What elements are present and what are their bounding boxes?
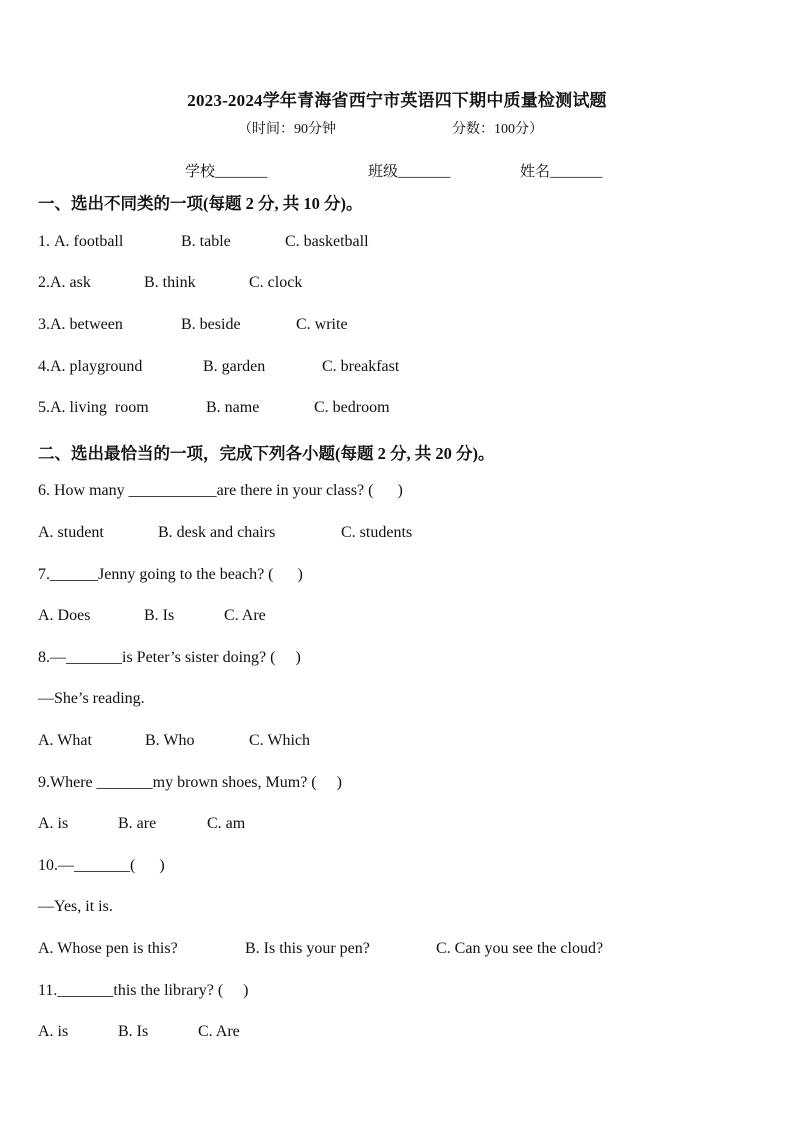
option-b: B. Is this your pen? [245,940,370,957]
option-c: C. basketball [285,233,369,250]
section-heading-1: 一、选出不同类的一项(每题 2 分, 共 10 分)。 [38,194,363,213]
option-b: B. desk and chairs [158,524,276,541]
option-a: A. football [54,233,124,250]
question-5 [38,399,390,417]
option-b: B. name [206,399,260,416]
option-c: C. write [296,316,348,333]
question-10-options [38,940,604,958]
question-number: 1. [38,233,54,250]
question-8-stem: 8.—_______is Peter’s sister doing? ( ) [38,649,301,666]
option-a: A. Whose pen is this? [38,940,178,957]
option-a: A. What [38,732,92,749]
question-7-stem: 7.______Jenny going to the beach? ( ) [38,566,303,583]
option-c: C. Are [224,607,266,624]
question-6-stem: 6. How many ___________are there in your class? ( ) [38,482,403,499]
name-field: 姓名_______ [520,164,603,180]
question-number: 5. [38,399,50,416]
section-heading-2: 二、选出最恰当的一项，完成下列各小题(每题 2 分, 共 20 分)。 [38,444,495,463]
question-9-options [38,815,246,833]
option-b: B. Is [118,1023,149,1040]
option-c: C. Which [249,732,311,749]
question-8-reply: —She’s reading. [38,690,145,707]
option-a: A. living room [50,399,149,416]
option-b: B. are [118,815,157,832]
class-field: 班级_______ [368,164,451,180]
question-7-options [38,607,266,625]
question-10-reply: —Yes, it is. [38,898,113,915]
option-c: C. Are [198,1023,240,1040]
option-a: A. is [38,1023,69,1040]
question-8-options [38,732,311,750]
option-c: C. am [207,815,246,832]
option-c: C. Can you see the cloud? [436,940,604,957]
question-10-stem: 10.—_______( ) [38,857,165,874]
option-b: B. garden [203,358,266,375]
question-11-stem: 11._______this the library? ( ) [38,982,249,999]
option-b: B. think [144,274,196,291]
option-b: B. table [181,233,231,250]
option-a: A. playground [50,358,143,375]
time-limit: （时间：90分钟 [238,122,336,137]
question-number: 3. [38,316,50,333]
question-number: 2. [38,274,50,291]
question-2 [38,274,303,292]
option-b: B. Who [145,732,195,749]
option-c: C. breakfast [322,358,400,375]
school-field: 学校_______ [185,164,268,180]
option-c: C. students [341,524,413,541]
question-6-options [38,524,413,542]
question-11-options [38,1023,240,1041]
question-1 [38,233,369,251]
total-score: 分数：100分） [452,122,543,137]
page-title: 2023-2024学年青海省西宁市英语四下期中质量检测试题 [187,91,607,110]
option-a: A. student [38,524,104,541]
option-c: C. clock [249,274,303,291]
option-a: A. between [50,316,123,333]
option-a: A. ask [50,274,91,291]
option-b: B. Is [144,607,175,624]
question-4 [38,358,400,376]
option-a: A. Does [38,607,91,624]
question-3 [38,316,348,334]
option-b: B. beside [181,316,241,333]
option-c: C. bedroom [314,399,390,416]
question-9-stem: 9.Where _______my brown shoes, Mum? ( ) [38,774,342,791]
question-number: 4. [38,358,50,375]
option-a: A. is [38,815,69,832]
